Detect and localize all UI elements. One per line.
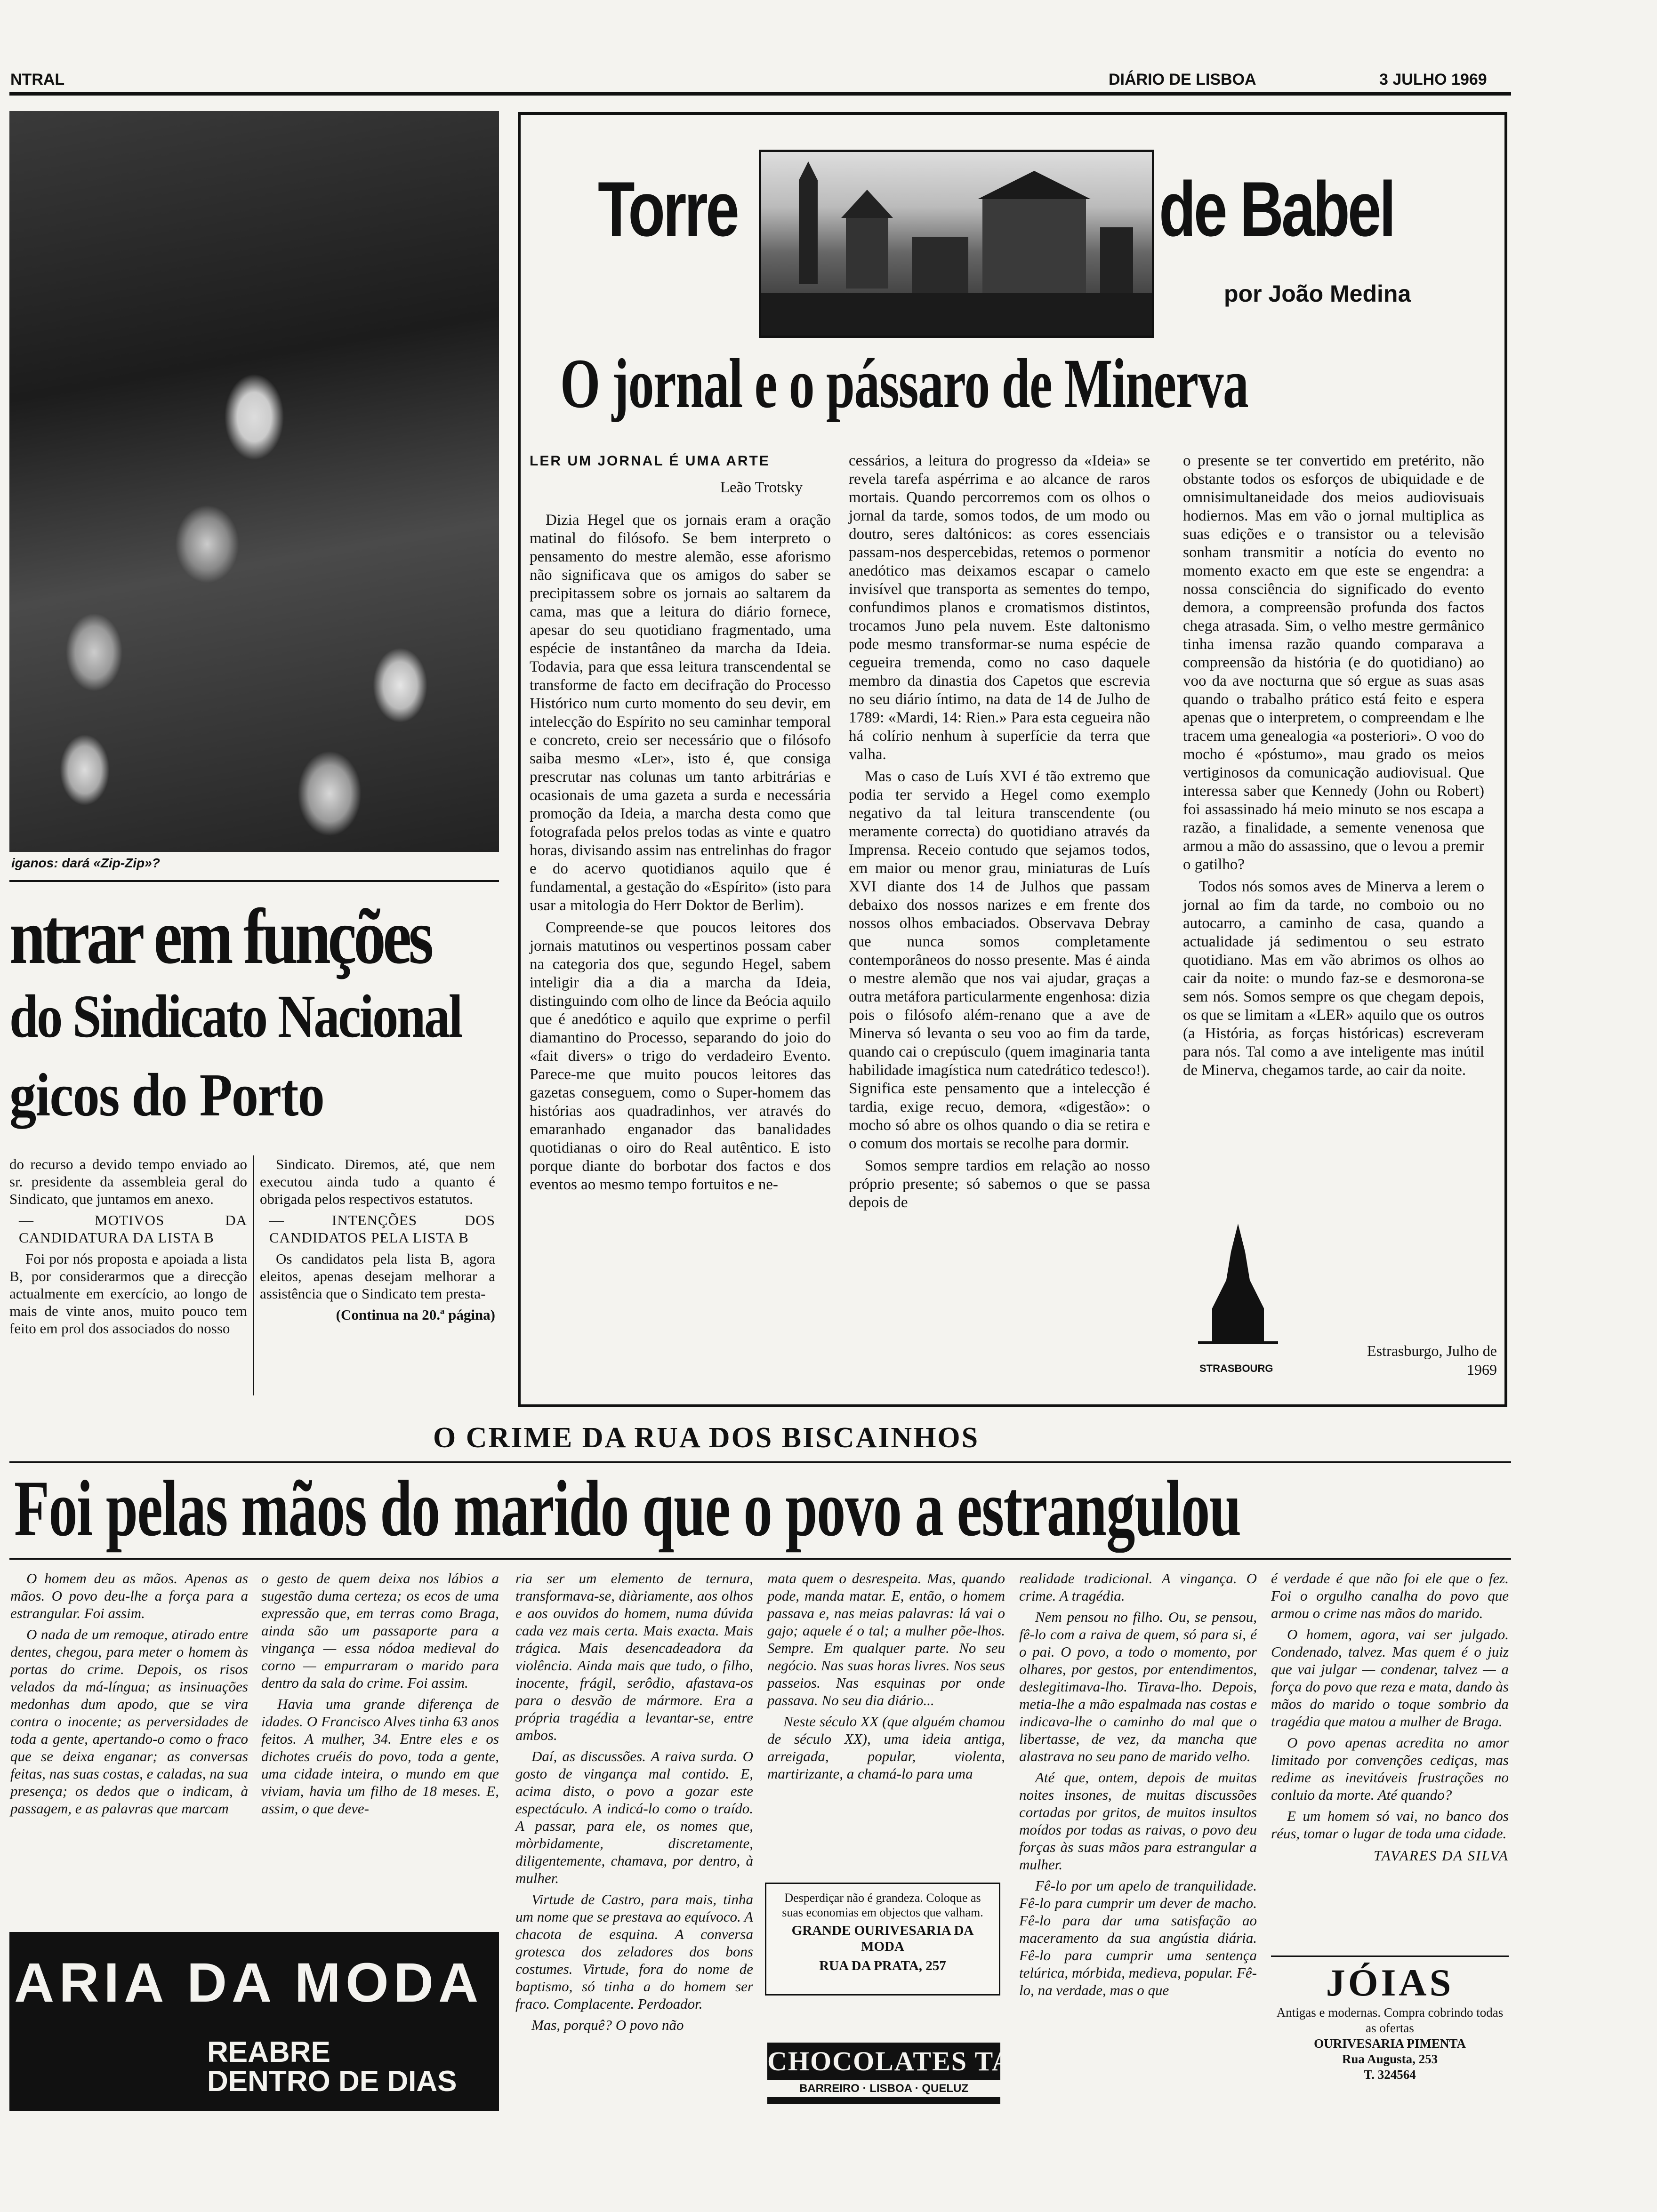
crime-col3 [515,1570,753,2037]
left-col2-p1: Sindicato. Diremos, até, que nem executou ainda tudo a quanto é obrigada pelos respectivos estatutos. [260,1156,495,1207]
torre-col2-p3: Somos sempre tardios em relação ao nosso próprio presente; só sabemos o que se passa depois de [849,1157,1150,1211]
torre-byline: por João Medina [1224,281,1411,307]
left-headline-3: gicos do Porto [9,1061,324,1129]
torre-headline: O jornal e o pássaro de Minerva [560,345,1248,423]
crime-kicker: O CRIME DA RUA DOS BISCAINHOS [433,1422,980,1454]
joias-top-rule [1271,1956,1509,1957]
crime-col4 [767,1570,1005,1786]
left-col2-subhead: — INTENÇÕES DOS CANDIDATOS PELA LISTA B [269,1212,495,1246]
newspaper-name: DIÁRIO DE LISBOA [1109,71,1256,88]
issue-date: 3 JULHO 1969 [1379,71,1487,88]
continued-note[interactable]: (Continua na 20.ª página) [336,1306,495,1323]
left-article-col1 [9,1155,247,1341]
left-headline-1: ntrar em funções [9,893,431,980]
left-col1-subhead: — MOTIVOS DA CANDIDATURA DA LISTA B [19,1212,247,1246]
moda-ad-line2: DENTRO DE DIAS [207,2065,457,2098]
photo-caption-rule [9,880,499,882]
torre-epigraph: LER UM JORNAL É UMA ARTE [530,453,770,469]
torre-signature: Estrasburgo, Julho de 1969 [1367,1342,1497,1378]
joias-ad-title: JÓIAS [1326,1961,1454,2004]
crime-col3-p1: ria ser um elemento de ternura, transformava-se, diàriamente, aos olhos e aos ouvidos do homem, numa dúvida cada vez mais certa. Mais exacta. Mais trágica. Mais desencadeadora da violência. Ainda mais que tudo, o filho, inocente, frágil, serôdio, afastava-os para o desvão de mármore. Era a própria tragédia a levantar-se, entre ambos. [515,1570,753,1743]
torre-col3-p2: Todos nós somos aves de Minerva a lerem o jornal ao fim da tarde, no comboio ou no autocarro, a caminho de casa, quando a actualidade já sedimentou o seu estrato quotidiano. Mas em vão abrimos os olhos ao cair da noite: o mundo faz-se e desmorona-se sem nós. Somos sempre os que chegam depois, os que se limitam a «LER» aquilo que os outros (a História, as forças históricas) escreveram para nós. Tal como a ave inteligente mas inútil de Minerva, chegamos tarde, ao cair da noite. [1183,878,1484,1079]
crime-col6-p4: E um homem só vai, no banco dos réus, tomar o lugar de toda uma cidade. [1271,1808,1509,1842]
crime-col5-p1: realidade tradicional. A vingança. O crime. A tragédia. [1019,1570,1257,1604]
crime-signature: TAVARES DA SILVA [1373,1847,1509,1864]
moda-ad[interactable] [9,1932,499,2111]
torre-col1-p1: Dizia Hegel que os jornais eram a oração matinal do filósofo. Se bem interpreto o pensamento do mestre alemão, esse aforismo não significava que os amigos do saber se precipitassem sobre os jornais ao saltarem da cama, mas que a leitura do diário fornece, apesar do seu quotidiano fragmentado, uma espécie de instantâneo da marcha da Ideia. Todavia, para que essa leitura transcendental se transforme de facto em decifração do Processo Histórico num curto momento do seu devir, em intelecção do Espírito no seu caminhar temporal e concreto, creio ser necessário que o filósofo saiba mesmo «Ler», isto é, que consiga prescrutar nas colunas um tanto arbitrárias e ocasionais de uma gazeta a surda e necessária promoção da Ideia, a marcha desta como que fotografada pelos prelos todas as vinte e quatro horas, divisando assim nas entrelinhas do fragor e do acervo quotidianos aquilo que é fundamental, a gestação do «Espírito» (isto para usar a mitologia do Herr Doktor de Berlim). [530,512,831,914]
crime-col4-p1: mata quem o desrespeita. Mas, quando pode, manda matar. E, então, o homem passava e, nas meias palavras: lá vai o gajo; aquele é o tal; a mulher põe-lhos. Sempre. Em qualquer parte. No seu negócio. Nas suas horas livres. Nos seus passeios. Nas esquinas por onde passava. No seu dia diário... [767,1570,1005,1708]
crime-headline: Foi pelas mãos do marido que o povo a estrangulou [14,1464,1241,1553]
left-col1-p1: do recurso a devido tempo enviado ao sr. presidente da assembleia geral do Sindicato, que juntamos em anexo. [9,1156,247,1207]
left-col1-p2: Foi por nós proposta e apoiada a lista B, por considerarmos que a direcção actualmente em exercício, ao longo de mais de vinte anos, muito pouco tem feito em prol dos associados do nosso [9,1250,247,1337]
left-headline-2: do Sindicato Nacional [9,983,462,1050]
torre-col1-p2: Compreende-se que poucos leitores dos jornais matutinos ou vespertinos possam caber na categoria dos que, segundo Hegel, sabem inteligir dia a dia a marcha da Ideia, distinguindo com olho de lince da Beócia aquilo que é anedótico e aquilo que exprime o perfil diamantino do Processo, separando do joio do «fait divers» o trigo do verdadeiro Evento. Parece-me que muito poucos leitores das gazetas conseguem, como o Super-homem das histórias aos quadradinhos, ver através do emaranhado enganador das banalidades quotidianas o oiro do Real autêntico. E isto porque diante do borbotar dos factos e dos eventos ao mesmo tempo fortuitos e ne- [530,919,831,1193]
torre-col1 [530,452,831,1198]
torre-illustration [759,150,1154,338]
torre-col2-p1: cessários, a leitura do progresso da «Ideia» se revela tarefa aspérrima e ao alcance de raros mortais. Quando percorremos com os olhos o jornal da tarde, somos todos, de um modo ou doutro, seres daltónicos: as cores essenciais passam-nos despercebidas, retemos o pormenor anedótico mas deixamos escapar o camelo invisível que transporta as sementes do tempo, confundimos planos e cromatismos distintos, trocamos Juno pela nuvem. Este daltonismo pode mesmo transformar-se numa espécie de cegueira tremenda, como no caso daquele membro da dinastia dos Capetos que escrevia no seu diário íntimo, na data de 14 de Julho de 1789: «Mardi, 14: Rien.» Para esta cegueira não há colírio nenhum à superfície da terra que valha. [849,452,1150,763]
crime-col2-p1: o gesto de quem deixa nos lábios a sugestão duma certeza; os ecos de uma expressão que, em terras como Braga, ainda são um passaporte para a vingança — essa nódoa medieval do corno — empurraram o marido para dentro da sala do crime. Foi assim. [261,1570,499,1691]
crime-col3-p3: Virtude de Castro, para mais, tinha um nome que se prestava ao equívoco. A chacota de esquina. A conversa grotesca dos zeladores dos bons costumes. Virtude, fora do nome de baptismo, só tinha a do homem ser fraco. Complacente. Perdoador. [515,1891,753,2012]
crime-col6-p2: O homem, agora, vai ser julgado. Condenado, talvez. Mas quem é o juiz que vai julgar — condenar, talvez — a força do povo que reza e mata, dando às mãos do marido o toque sombrio da tragédia que matou a mulher de Braga. [1271,1626,1509,1730]
torre-col2-p2: Mas o caso de Luís XVI é tão extremo que podia ter servido a Hegel como exemplo negativo da tal leitura transcendente (ou meramente correcta) do quotidiano através da Imprensa. Receio contudo que sejamos todos, em maior ou menor grau, miniaturas de Luís XVI diante dos 14 de Julhos que passam debaixo dos nossos narizes e em frente dos nossos olhos embaciados. Observava Debray que nunca somos completamente contemporâneos do nosso presente. Mas é ainda o mestre alemão que nos vai ajudar, graças a outra metáfora particularmente engenhosa: dizia pois o filósofo além-renano que a ave de Minerva só levanta o seu voo ao fim da tarde, quando cai o crepúsculo (quem imaginaria tanta habilidade imagística num catedrático tedesco!). Significa este pensamento que a intelecção é tardia, exige recuo, demora, «digestão»: o mocho só abre os olhos quando o dia se retira e o comum dos mortais se recolhe para dormir. [849,768,1150,1152]
strasbourg-label: STRASBOURG [1199,1362,1273,1374]
crime-col6-p1: é verdade é que não foi ele que o fez. Foi o orgulho canalha do povo que armou o crime nas mãos do marido. [1271,1570,1509,1621]
joias-ad-address: Rua Augusta, 253 [1342,2052,1438,2066]
chocolates-ad-sub: BARREIRO · LISBOA · QUELUZ [767,2080,1000,2097]
crime-col4-p2: Neste século XX (que alguém chamou de século XX), uma ideia antiga, arreigada, popular, violenta, martirizante, a chamá-lo para uma [767,1713,1005,1782]
left-col-divider [253,1155,254,1395]
crime-col5-p2: Nem pensou no filho. Ou, se pensou, fê-lo com a raiva de quem, só para si, é o pai. O povo, a todo o momento, por olhares, por gestos, por entendimentos, deslegitimava-lho. Tirava-lho. Depois, metia-lhe a mão espalmada nas costas e indicava-lhe o caminho do mal que o libertasse, de vez, da mancha que alastrava no seu pano de marido velho. [1019,1609,1257,1764]
joias-ad-text: Antigas e modernas. Compra cobrindo todas as ofertas [1276,2005,1504,2035]
crime-col2-p2: Havia uma grande diferença de idades. O Francisco Alves tinha 63 anos feitos. A mulher, 34. Entre eles e os dichotes cruéis do povo, toda a gente, uma cidade inteira, o mundo em que viviam, havia um filho de 18 meses. E, assim, o que deve- [261,1696,499,1817]
crime-col1-p2: O nada de um remoque, atirado entre dentes, chegou, para meter o homem às portas do crime. Depois, os risos velados da má-língua; as insinuações medonhas dum apodo, que se vira contra o inocente; as perversidades de toda a gente, apertando-o como o fraco que se deixa enganar; as conversas feitas, nas suas costas, e caladas, na sua presença; os dedos que o indicam, à passagem, e as palavras que marcam [10,1626,248,1817]
torre-title-right: de Babel [1159,166,1394,252]
torre-col3 [1183,452,1484,1083]
left-article-col2 [260,1155,495,1327]
crime-headline-rule [9,1558,1511,1560]
moda-ad-line1: REABRE [207,2036,330,2068]
masthead-rule [9,92,1511,96]
moda-ad-title: ARIA DA MODA [14,1952,483,2014]
ourivesaria-ad[interactable] [765,1883,1000,1996]
crime-col5-p4: Fê-lo por um apelo de tranquilidade. Fê-lo para cumprir um dever de macho. Fê-lo para dar uma satisfação ao maceramento da sua angústia diária. Fê-lo para cumprir uma sentença telúrica, mórbida, medieva, popular. Fê-lo, na verdade, mas o que [1019,1877,1257,1998]
crowd-photo [9,111,499,852]
crime-col6 [1271,1570,1509,1864]
left-col2-p2: Os candidatos pela lista B, agora eleitos, apenas desejam melhorar a assistência que o Sindicato tem presta- [260,1250,495,1302]
torre-col3-p1: o presente se ter convertido em pretérito, não obstante todos os esforços de ubiquidade e de omnisimultaneidade dos meios audiovisuais hodiernos. Mas em vão o jornal multiplica as suas edições e o transistor ou a televisão sonham transmitir a notícia do evento no momento exacto em que este se engendra: a nossa consciência do significado do evento demora, a compreensão profunda dos factos chega atrasada. Sim, o velho mestre germânico tinha imensa razão quando comparava a compreensão da história (e do quotidiano) ao voo da ave nocturna que só ergue as suas asas quando o trabalho prático está feito e espera apenas que o interpretem, o compreendam e lhe tracem uma genealogia «a posteriori». O voo do mocho é «póstumo», mau grado os meios vertiginosos da comunicação audiovisual. Que interessa saber que Kennedy (John ou Robert) foi assassinado há meio minuto se nos escapa a razão, a finalidade, a semente venenosa que armou a mão do assassino, que o levou a premir o gatilho? [1183,452,1484,873]
crime-col1-p1: O homem deu as mãos. Apenas as mãos. O povo deu-lhe a força para a estrangular. Foi assim. [10,1570,248,1621]
joias-ad[interactable] [1271,1960,1509,2083]
ourivesaria-ad-address: RUA DA PRATA, 257 [819,1958,946,1973]
ourivesaria-ad-text: Desperdiçar não é grandeza. Coloque as suas economias em objectos que valham. [782,1891,983,1919]
crime-col5 [1019,1570,1257,2003]
chocolates-ad-title: CHOCOLATES TAGIDES [767,2046,1102,2076]
torre-epigraph-author: Leão Trotsky [720,479,803,496]
chocolates-ad[interactable] [767,2043,1102,2104]
torre-title-left: Torre [598,166,738,252]
ourivesaria-ad-name: GRANDE OURIVESARIA DA MODA [791,1923,974,1954]
section-label: NTRAL [10,71,65,88]
joias-ad-phone: T. 324564 [1364,2068,1416,2082]
crime-col2 [261,1570,499,1821]
joias-ad-name: OURIVESARIA PIMENTA [1314,2036,1466,2051]
crime-kicker-rule [9,1461,1511,1463]
torre-col2 [849,452,1150,1216]
crime-col3-p2: Daí, as discussões. A raiva surda. O gosto de vingança mal contido. E, acima disto, o povo a gozar este espectáculo. A indicá-lo como o traído. A passar, para ele, os nomes que, mòrbidamente, discretamente, diligentemente, chamava, por dentro, à mulher. [515,1748,753,1886]
strasbourg-cathedral-illustration [1198,1224,1278,1355]
crime-col3-p4: Mas, porquê? O povo não [531,2017,684,2033]
crime-col1 [10,1570,248,1821]
crime-col5-p3: Até que, ontem, depois de muitas noites insones, de muitas discussões cortadas por gritos, de muitos insultos moídos por todas as raivas, o povo deu forças às suas mãos para estrangular a mulher. [1019,1769,1257,1873]
photo-caption: iganos: dará «Zip-Zip»? [11,856,160,870]
crime-col6-p3: O povo apenas acredita no amor limitado por convenções cediças, mas redime as inevitáveis frustrações no conluio da morte. Até quando? [1271,1734,1509,1803]
